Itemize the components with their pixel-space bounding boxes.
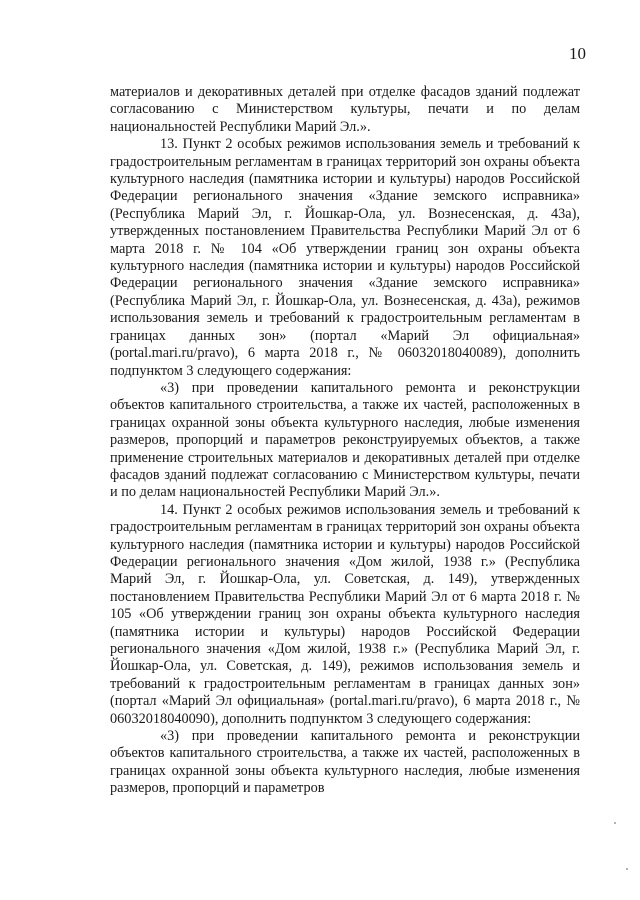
scan-speck: [626, 868, 628, 870]
paragraph-item-13: 13. Пункт 2 особых режимов использования земель и требований к градостроительным регламентам в границах территорий зон охраны объекта культурного наследия (памятника истории и культуры) народов Российской Федерации регионального значения «Здание земского исправника» (Республика Марий Эл, г. Йошкар-Ола, ул. Вознесенская, д. 43а), утвержденных постановлением Правительства Республики Марий Эл от 6 марта 2018 г. № 104 «Об утверждении границ зон охраны объекта культурного наследия (памятника истории и культуры) народов Российской Федерации регионального значения «Здание земского исправника» (Республика Марий Эл, г. Йошкар-Ола, ул. Вознесенская, д. 43а), режимов использования земель и требований к градостроительным регламентам в границах данных зон» (портал «Марий Эл официальная» (portal.mari.ru/pravo), 6 марта 2018 г., № 06032018040089), дополнить подпунктом 3 следующего содержания:: [110, 136, 580, 379]
paragraph-continuation: материалов и декоративных деталей при отделке фасадов зданий подлежат согласованию с Министерством культуры, печати и по делам национальностей Республики Марий Эл.».: [110, 84, 580, 135]
page-number: 10: [569, 44, 586, 63]
paragraph-item-14-subclause-3: «3) при проведении капитального ремонта и реконструкции объектов капитального строительства, а также их частей, расположенных в границах охранной зоны объекта культурного наследия, любые изменения размеров, пропорций и параметров: [110, 728, 580, 797]
paragraph-item-14: 14. Пункт 2 особых режимов использования земель и требований к градостроительным регламентам в границах территорий зон охраны объекта культурного наследия (памятника истории и культуры) народов Российской Федерации регионального значения «Дом жилой, 1938 г.» (Республика Марий Эл, г. Йошкар-Ола, ул. Советская, д. 149), утвержденных постановлением Правительства Республики Марий Эл от 6 марта 2018 г. № 105 «Об утверждении границ зон охраны объекта культурного наследия (памятника истории и культуры) народов Российской Федерации регионального значения «Дом жилой, 1938 г.» (Республика Марий Эл, г. Йошкар-Ола, ул. Советская, д. 149), режимов использования земель и требований к градостроительным регламентам в границах данных зон» (портал «Марий Эл официальная» (portal.mari.ru/pravo), 6 марта 2018 г., № 06032018040090), дополнить подпунктом 3 следующего содержания:: [110, 501, 580, 727]
paragraph-item-13-subclause-3: «3) при проведении капитального ремонта и реконструкции объектов капитального строительства, а также их частей, расположенных в границах охранной зоны объекта культурного наследия, любые изменения размеров, пропорций и параметров реконструируемых объектов, а также применение строительных материалов и декоративных деталей при отделке фасадов зданий подлежат согласованию с Министерством культуры, печати и по делам национальностей Республики Марий Эл.».: [110, 379, 580, 501]
scan-speck: [614, 822, 616, 824]
document-body: [110, 84, 580, 798]
